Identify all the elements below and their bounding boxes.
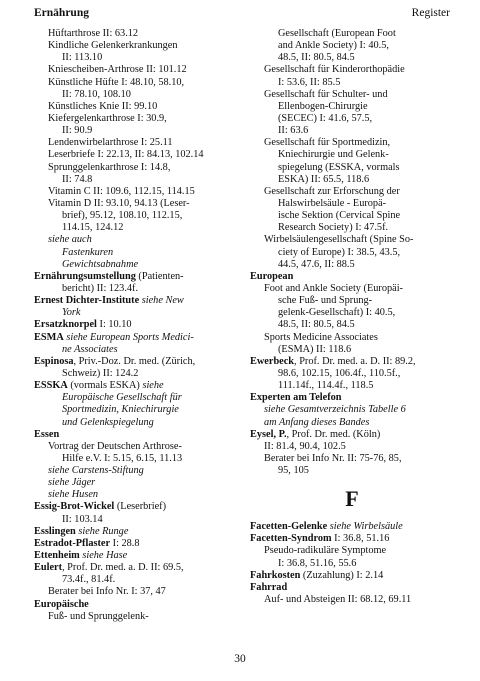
cross-reference: siehe Wirbelsäule [327,521,403,533]
index-subentry-line [250,465,454,477]
entry-text: Sprunggelenkarthrose I: 14.8, [48,161,171,173]
entry-text: Gesellschaft für Schulter- und [264,88,388,100]
entry-text: Ellenbogen-Chirurgie [278,100,368,112]
index-entry [34,526,244,538]
index-subentry-line [250,125,454,137]
index-subentry-line [34,222,244,234]
entry-text: ESKA) II: 65.5, 118.6 [278,173,370,185]
index-subentry-line [34,234,244,246]
entry-text: Schweiz) II: 124.2 [62,367,139,379]
entry-text: Vitamin D II: 93.10, 94.13 (Leser- [48,197,190,209]
entry-text: Künstliche Hüfte I: 48.10, 58.10, [48,76,185,88]
index-subentry-line [250,162,454,174]
entry-text: 44.5, 47.6, II: 88.5 [278,258,355,270]
entry-text: Wirbelsäulengesellschaft (Spine So- [264,234,414,246]
index-subentry-line [250,368,454,380]
index-subentry-line [34,77,244,89]
entry-text: 114.15, 124.12 [62,222,124,234]
entry-text: Berater bei Info Nr. II: 75-76, 85, [264,452,402,464]
index-subentry-line [250,113,454,125]
entry-term: Ersatzknorpel [34,319,97,331]
index-subentry-line [250,441,454,453]
index-subentry-line [34,113,244,125]
entry-text: II: 63.6 [278,125,309,137]
entry-text: II: 113.10 [62,52,103,64]
index-entry [250,271,454,283]
entry-text: Gesellschaft für Sportmedizin, [264,137,391,149]
index-subentry-line [34,64,244,76]
entry-text: II: 74.8 [62,173,93,185]
index-subentry-line [250,174,454,186]
index-subentry-line [34,586,244,598]
entry-term: Ettenheim [34,550,80,562]
index-entry [34,271,244,283]
entry-text: , Priv.-Doz. Dr. med. (Zürich, [73,355,196,367]
index-subentry-line [250,307,454,319]
entry-term: Europäische [34,598,89,610]
index-entry [34,356,244,368]
index-subentry-line [250,344,454,356]
cross-reference: siehe Husen [48,489,99,501]
section-letter [250,485,454,513]
entry-text: Kindliche Gelenkerkrankungen [48,40,178,52]
cross-reference: Fastenkuren [62,246,114,258]
entry-text: Vortrag der Deutschen Arthrose- [48,440,182,452]
entry-text: spiegelung (ESSKA, vormals [278,161,400,173]
index-subentry-line [250,77,454,89]
index-entry [34,599,244,611]
index-subentry-line [34,344,244,356]
cross-reference: am Anfang dieses Bandes [264,416,370,428]
index-subentry-line [250,453,454,465]
header-keyword: Ernährung [34,7,89,19]
index-subentry-line [34,611,244,623]
index-subentry-line [34,441,244,453]
index-entry [250,356,454,368]
entry-text: Berater bei Info Nr. I: 37, 47 [48,586,166,598]
index-entry [34,429,244,441]
entry-term: Estradot-Pflaster [34,537,111,549]
entry-text: sche Fuß- und Sprung- [278,295,373,307]
cross-reference: Sportmedizin, Kniechirurgie [62,404,179,416]
cross-reference: ne Associates [62,343,118,355]
index-subentry-line [34,417,244,429]
index-entry [34,380,244,392]
index-entry [34,332,244,344]
index-subentry-line [250,210,454,222]
entry-term: ESMA [34,331,64,343]
index-subentry-line [250,222,454,234]
entry-text: (SECEC) I: 41.6, 57.5, [278,112,373,124]
entry-text: (Patienten- [135,270,184,282]
entry-text: (ESMA) II: 118.6 [278,343,352,355]
entry-text: Künstliches Knie II: 99.10 [48,100,158,112]
entry-term: Fahrrad [250,581,288,593]
entry-text: bericht) II: 123.4f. [62,282,139,294]
index-subentry-line [250,283,454,295]
index-subentry-line [250,28,454,40]
entry-text: Leserbriefe I: 22.13, II: 84.13, 102.14 [48,149,204,161]
index-subentry-line [34,174,244,186]
index-entry [34,550,244,562]
entry-text: II: 90.9 [62,125,93,137]
cross-reference: siehe [142,380,164,392]
section-gap [250,513,454,521]
cross-reference: siehe auch [48,234,92,246]
entry-term: Esslingen [34,525,76,537]
entry-text: 48.5, II: 80.5, 84.5 [278,319,355,331]
entry-text: Sports Medicine Associates [264,331,378,343]
entry-text: (Leserbrief) [114,501,167,513]
index-subentry-line [250,52,454,64]
index-entry [250,582,454,594]
entry-text: I: 10.10 [96,319,132,331]
header-section: Register [411,7,450,19]
cross-reference: siehe Gesamtverzeichnis Tabelle 6 [264,404,406,416]
cross-reference: und Gelenkspiegelung [62,416,154,428]
entry-term: Espinosa [34,355,74,367]
index-subentry-line [34,465,244,477]
entry-text: II: 103.14 [62,513,103,525]
entry-text: Hüftarthrose II: 63.12 [48,28,139,39]
index-subentry-line [250,40,454,52]
entry-text: Gesellschaft zur Erforschung der [264,185,400,197]
index-subentry-line [34,210,244,222]
index-subentry-line [34,125,244,137]
cross-reference: Europäische Gesellschaft für [62,392,182,404]
entry-text: Kiefergelenkarthrose I: 30.9, [48,112,167,124]
index-subentry-line [250,137,454,149]
index-subentry-line [34,453,244,465]
entry-term: Facetten-Syndrom [250,533,332,545]
index-subentry-line [34,514,244,526]
index-subentry-line [250,198,454,210]
cross-reference: siehe European Sports Medici- [63,331,194,343]
index-subentry-line [250,332,454,344]
cross-reference: Gewichtsabnahme [62,258,139,270]
index-subentry-line [34,247,244,259]
entry-text: ciety of Europe) I: 38.5, 43.5, [278,246,401,258]
index-entry [34,538,244,550]
index-subentry-line [250,545,454,557]
index-column-left [34,28,244,623]
entry-text: (Zuzahlung) I: 2.14 [300,569,384,581]
cross-reference: siehe New [139,295,184,307]
cross-reference: siehe Runge [75,525,129,537]
entry-text: , Prof. Dr. med. a. D. II: 89.2, [294,355,416,367]
index-subentry-line [250,594,454,606]
index-subentry-line [250,259,454,271]
entry-term: ESSKA [34,380,68,392]
section-gap [250,477,454,485]
entry-term: Experten am Telefon [250,392,342,404]
index-subentry-line [34,101,244,113]
entry-text: Hilfe e.V. I: 5.15, 6.15, 11.13 [62,452,183,464]
entry-text: Fuß- und Sprunggelenk- [48,610,149,622]
entry-term: Essig-Brot-Wickel [34,501,115,513]
index-subentry-line [34,259,244,271]
index-subentry-line [34,28,244,40]
index-entry [250,521,454,533]
index-subentry-line [34,52,244,64]
index-subentry-line [250,319,454,331]
index-column-right [250,28,454,606]
index-entry [250,392,454,404]
index-entry [250,533,454,545]
index-subentry-line [250,417,454,429]
index-subentry-line [34,477,244,489]
index-subentry-line [250,149,454,161]
index-subentry-line [250,234,454,246]
entry-term: Ernest Dichter-Institute [34,295,140,307]
index-subentry-line [34,489,244,501]
index-subentry-line [250,380,454,392]
running-header [34,7,450,23]
entry-term: Facetten-Gelenke [250,521,328,533]
index-subentry-line [34,149,244,161]
entry-text: I: 53.6, II: 85.5 [278,76,341,88]
index-subentry-line [250,295,454,307]
entry-term: Ernährungsumstellung [34,270,136,282]
index-subentry-line [34,198,244,210]
entry-text: II: 78.10, 108.10 [62,88,131,100]
index-subentry-line [34,368,244,380]
entry-text: Auf- und Absteigen II: 68.12, 69.11 [264,594,412,606]
index-subentry-line [34,392,244,404]
entry-text: I: 36.8, 51.16, 55.6 [278,557,357,569]
entry-term: Ewerbeck [250,355,295,367]
entry-text: Research Society) I: 47.5f. [278,222,389,234]
entry-text: 111.14f., 114.4f., 118.5 [278,380,374,392]
index-entry [34,319,244,331]
entry-text: Vitamin C II: 109.6, 112.15, 114.15 [48,185,195,197]
index-subentry-line [34,186,244,198]
entry-term: European [250,270,294,282]
index-subentry-line [34,307,244,319]
cross-reference: siehe Carstens-Stiftung [48,465,144,477]
entry-text: 48.5, II: 80.5, 84.5 [278,52,355,64]
index-subentry-line [250,186,454,198]
entry-term: Fahrkosten [250,569,301,581]
entry-text: II: 81.4, 90.4, 102.5 [264,440,346,452]
index-subentry-line [34,404,244,416]
entry-text: ische Sektion (Cervical Spine [278,210,401,222]
entry-text: Kniechirurgie und Gelenk- [278,149,389,161]
entry-term: Eulert [34,562,63,574]
index-subentry-line [34,574,244,586]
entry-text: Halswirbelsäule - Europä- [278,197,387,209]
index-entry [34,562,244,574]
entry-text: (vormals ESKA) [67,380,143,392]
entry-text: and Ankle Society) I: 40.5, [278,40,389,52]
cross-reference: siehe Hase [79,550,128,562]
entry-term: Essen [34,428,60,440]
entry-text: F [345,486,359,512]
cross-reference: siehe Jäger [48,477,96,489]
entry-text: 95, 105 [278,465,309,477]
entry-text: brief), 95.12, 108.10, 112.15, [62,210,183,222]
entry-text: Gesellschaft (European Foot [278,28,396,39]
index-entry [34,501,244,513]
entry-text: 73.4f., 81.4f. [62,574,116,586]
page-number: 30 [234,653,246,665]
entry-text: Lendenwirbelarthrose I: 25.11 [48,137,173,149]
index-entry [250,429,454,441]
index-subentry-line [250,247,454,259]
index-entry [250,570,454,582]
entry-text: gelenk-Gesellschaft) I: 40.5, [278,307,396,319]
entry-text: I: 36.8, 51.16 [331,533,390,545]
index-subentry-line [34,162,244,174]
entry-term: Eysel, P. [250,428,287,440]
cross-reference: York [62,307,81,319]
entry-text: , Prof. Dr. med. a. D. II: 69.5, [62,562,184,574]
index-subentry-line [34,40,244,52]
index-subentry-line [250,404,454,416]
index-subentry-line [34,137,244,149]
index-subentry-line [250,89,454,101]
index-subentry-line [34,283,244,295]
entry-text: I: 28.8 [110,537,140,549]
entry-text: , Prof. Dr. med. (Köln) [286,428,381,440]
index-subentry-line [250,101,454,113]
entry-text: Pseudo-radikuläre Symptome [264,545,387,557]
entry-text: Kniescheiben-Arthrose II: 101.12 [48,64,187,76]
index-subentry-line [250,558,454,570]
index-entry [34,295,244,307]
entry-text: Foot and Ankle Society (Europäi- [264,282,403,294]
entry-text: Gesellschaft für Kinderorthopädie [264,64,405,76]
index-subentry-line [250,64,454,76]
entry-text: 98.6, 102.15, 106.4f., 110.5f., [278,367,401,379]
index-subentry-line [34,89,244,101]
